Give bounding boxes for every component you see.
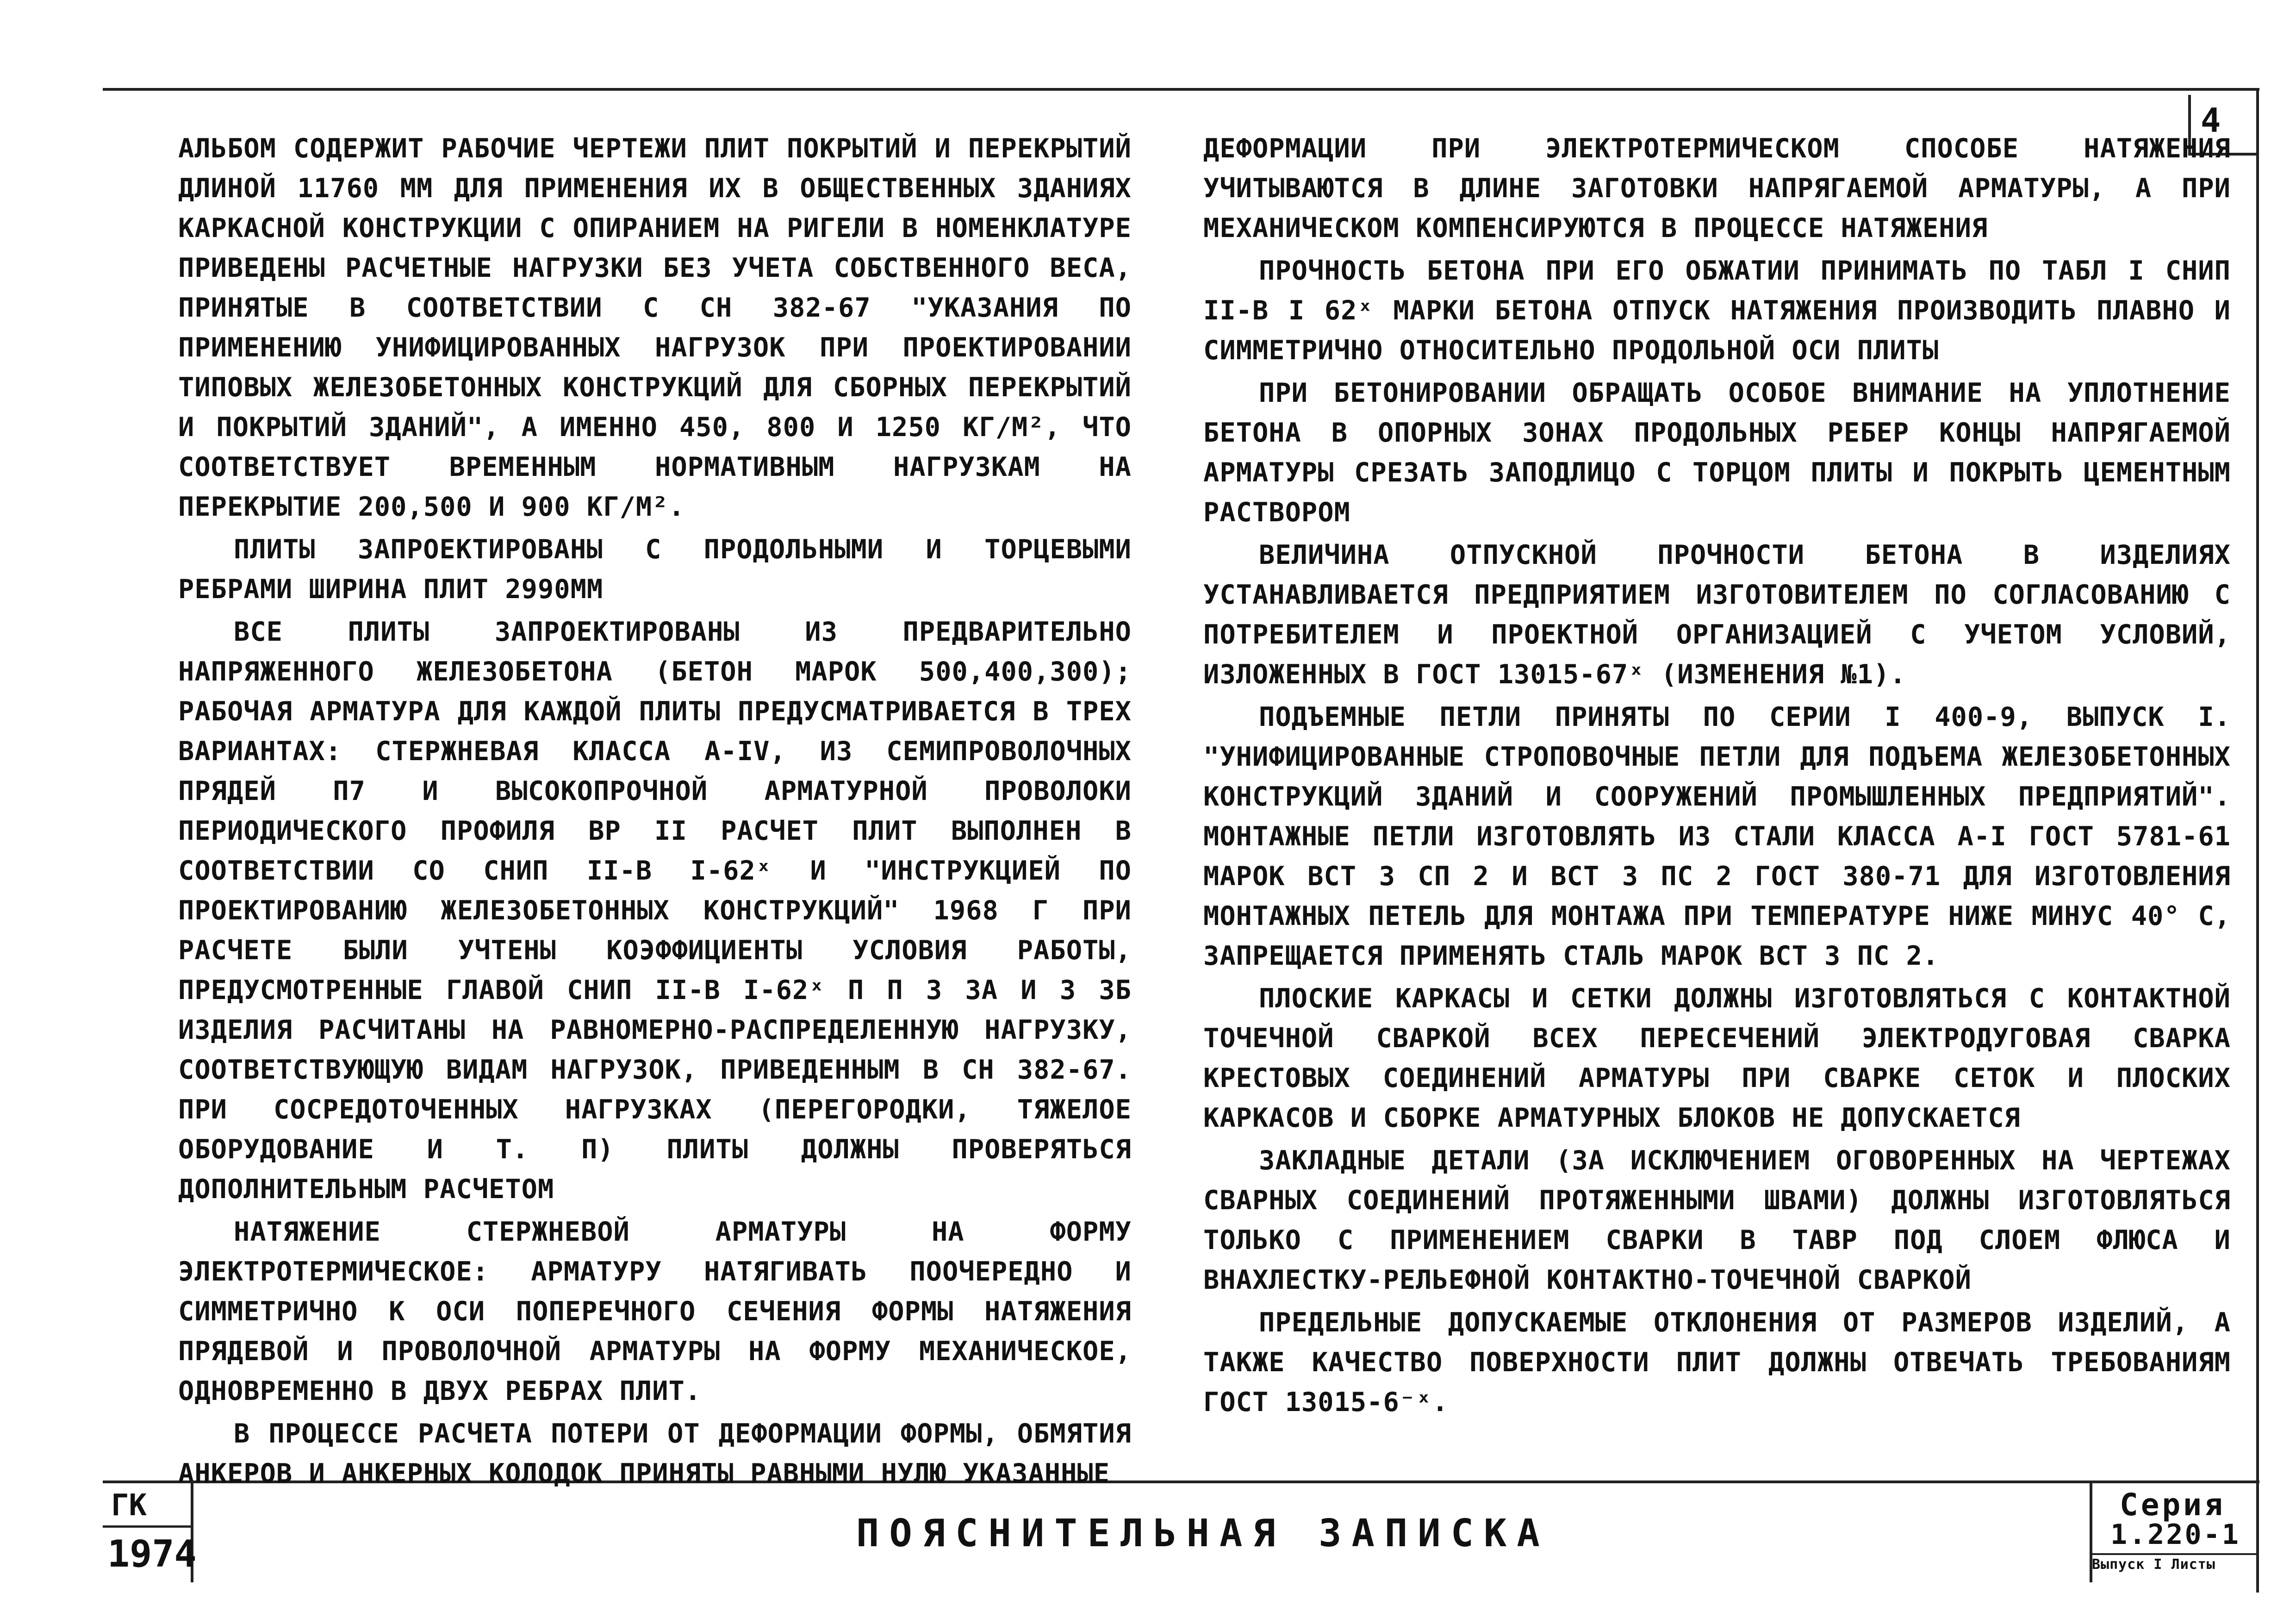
series-divider [2090,1553,2256,1555]
stamp-gk: ГК [111,1488,147,1523]
paragraph: В ПРОЦЕССЕ РАСЧЕТА ПОТЕРИ ОТ ДЕФОРМАЦИИ ФОРМЫ, ОБМЯТИЯ АНКЕРОВ И АНКЕРНЫХ КОЛОДОК ПРИНЯТЫ РАВНЫМИ НУЛЮ УКАЗАННЫЕ [178,1418,1132,1489]
paragraph: ПЛИТЫ ЗАПРОЕКТИРОВАНЫ С ПРОДОЛЬНЫМИ И ТОРЦЕВЫМИ РЕБРАМИ ШИРИНА ПЛИТ 2990ММ [178,534,1132,605]
paragraph: ПРОЧНОСТЬ БЕТОНА ПРИ ЕГО ОБЖАТИИ ПРИНИМАТЬ ПО ТАБЛ I СНИП II-В I 62ˣ МАРКИ БЕТОНА ОТПУСК НАТЯЖЕНИЯ ПРОИЗВОДИТЬ ПЛАВНО И СИММЕТРИЧНО ОТНОСИТЕЛЬНО ПРОДОЛЬНОЙ ОСИ ПЛИТЫ [1203,256,2231,366]
stamp-year: 1974 [107,1532,197,1575]
document-title: ПОЯСНИТЕЛЬНАЯ ЗАПИСКА [856,1512,1550,1555]
paragraph: НАТЯЖЕНИЕ СТЕРЖНЕВОЙ АРМАТУРЫ НА ФОРМУ ЭЛЕКТРОТЕРМИЧЕСКОЕ: АРМАТУРУ НАТЯГИВАТЬ ПООЧЕРЕДНО И СИММЕТРИЧНО К ОСИ ПОПЕРЕЧНОГО СЕЧЕНИЯ ФОРМЫ НАТЯЖЕНИЯ ПРЯДЕВОЙ И ПРОВОЛОЧНОЙ АРМАТУРЫ НА ФОРМУ МЕХАНИЧЕСКОЕ, ОДНОВРЕМЕННО В ДВУХ РЕБРАХ ПЛИТ. [178,1217,1132,1406]
stamp-divider [103,1525,191,1528]
series-number: 1.220-1 [2110,1518,2240,1551]
paragraph: ПРЕДЕЛЬНЫЕ ДОПУСКАЕМЫЕ ОТКЛОНЕНИЯ ОТ РАЗМЕРОВ ИЗДЕЛИЙ, А ТАКЖЕ КАЧЕСТВО ПОВЕРХНОСТИ ПЛИТ ДОЛЖНЫ ОТВЕЧАТЬ ТРЕБОВАНИЯМ ГОСТ 13015-6⁻ˣ. [1203,1307,2231,1418]
paragraph: ВСЕ ПЛИТЫ ЗАПРОЕКТИРОВАНЫ ИЗ ПРЕДВАРИТЕЛЬНО НАПРЯЖЕННОГО ЖЕЛЕЗОБЕТОНА (БЕТОН МАРОК 500,400,300); РАБОЧАЯ АРМАТУРА ДЛЯ КАЖДОЙ ПЛИТЫ ПРЕДУСМАТРИВАЕТСЯ В ТРЕХ ВАРИАНТАХ: СТЕРЖНЕВАЯ КЛАССА А-IV, ИЗ СЕМИПРОВОЛОЧНЫХ ПРЯДЕЙ П7 И ВЫСОКОПРОЧНОЙ АРМАТУРНОЙ ПРОВОЛОКИ ПЕРИОДИЧЕСКОГО ПРОФИЛЯ ВР II РАСЧЕТ ПЛИТ ВЫПОЛНЕН В СООТВЕТСТВИИ СО СНИП II-В I-62ˣ И "ИНСТРУКЦИЕЙ ПО ПРОЕКТИРОВАНИЮ ЖЕЛЕЗОБЕТОННЫХ КОНСТРУКЦИЙ" 1968 Г ПРИ РАСЧЕТЕ БЫЛИ УЧТЕНЫ КОЭФФИЦИЕНТЫ УСЛОВИЯ РАБОТЫ, ПРЕДУСМОТРЕННЫЕ ГЛАВОЙ СНИП II-В I-62ˣ П П 3 3А И 3 3Б ИЗДЕЛИЯ РАСЧИТАНЫ НА РАВНОМЕРНО-РАСПРЕДЕЛЕННУЮ НАГРУЗКУ, СООТВЕТСТВУЮЩУЮ ВИДАМ НАГРУЗОК, ПРИВЕДЕННЫМ В СН 382-67. ПРИ СОСРЕДОТОЧЕННЫХ НАГРУЗКАХ (ПЕРЕГОРОДКИ, ТЯЖЕЛОЕ ОБОРУДОВАНИЕ И Т. П) ПЛИТЫ ДОЛЖНЫ ПРОВЕРЯТЬСЯ ДОПОЛНИТЕЛЬНЫМ РАСЧЕТОМ [178,617,1132,1205]
frame-top-line [103,88,2259,91]
paragraph: АЛЬБОМ СОДЕРЖИТ РАБОЧИЕ ЧЕРТЕЖИ ПЛИТ ПОКРЫТИЙ И ПЕРЕКРЫТИЙ ДЛИНОЙ 11760 ММ ДЛЯ ПРИМЕНЕНИЯ ИХ В ОБЩЕСТВЕННЫХ ЗДАНИЯХ КАРКАСНОЙ КОНСТРУКЦИИ С ОПИРАНИЕМ НА РИГЕЛИ В НОМЕНКЛАТУРЕ ПРИВЕДЕНЫ РАСЧЕТНЫЕ НАГРУЗКИ БЕЗ УЧЕТА СОБСТВЕННОГО ВЕСА, ПРИНЯТЫЕ В СООТВЕТСТВИИ С СН 382-67 "УКАЗАНИЯ ПО ПРИМЕНЕНИЮ УНИФИЦИРОВАННЫХ НАГРУЗОК ПРИ ПРОЕКТИРОВАНИИ ТИПОВЫХ ЖЕЛЕЗОБЕТОННЫХ КОНСТРУКЦИЙ ДЛЯ СБОРНЫХ ПЕРЕКРЫТИЙ И ПОКРЫТИЙ ЗДАНИЙ", А ИМЕННО 450, 800 И 1250 КГ/М², ЧТО СООТВЕТСТВУЕТ ВРЕМЕННЫМ НОРМАТИВНЫМ НАГРУЗКАМ НА ПЕРЕКРЫТИЕ 200,500 И 900 КГ/М². [178,133,1132,522]
page-number: 4 [2201,101,2221,140]
series-subtitle: Выпуск I Листы [2092,1556,2215,1573]
left-column [178,129,1132,1496]
paragraph: ВЕЛИЧИНА ОТПУСКНОЙ ПРОЧНОСТИ БЕТОНА В ИЗДЕЛИЯХ УСТАНАВЛИВАЕТСЯ ПРЕДПРИЯТИЕМ ИЗГОТОВИТЕЛЕМ ПО СОГЛАСОВАНИЮ С ПОТРЕБИТЕЛЕМ И ПРОЕКТНОЙ ОРГАНИЗАЦИЕЙ С УЧЕТОМ УСЛОВИЙ, ИЗЛОЖЕННЫХ В ГОСТ 13015-67ˣ (ИЗМЕНЕНИЯ №1). [1203,540,2231,690]
paragraph: ПОДЪЕМНЫЕ ПЕТЛИ ПРИНЯТЫ ПО СЕРИИ I 400-9, ВЫПУСК I. "УНИФИЦИРОВАННЫЕ СТРОПОВОЧНЫЕ ПЕТЛИ ДЛЯ ПОДЪЕМА ЖЕЛЕЗОБЕТОННЫХ КОНСТРУКЦИЙ ЗДАНИЙ И СООРУЖЕНИЙ ПРОМЫШЛЕННЫХ ПРЕДПРИЯТИЙ". МОНТАЖНЫЕ ПЕТЛИ ИЗГОТОВЛЯТЬ ИЗ СТАЛИ КЛАССА А-I ГОСТ 5781-61 МАРОК ВСТ 3 СП 2 И ВСТ 3 ПС 2 ГОСТ 380-71 ДЛЯ ИЗГОТОВЛЕНИЯ МОНТАЖНЫХ ПЕТЕЛЬ ДЛЯ МОНТАЖА ПРИ ТЕМПЕРАТУРЕ НИЖЕ МИНУС 40° С, ЗАПРЕЩАЕТСЯ ПРИМЕНЯТЬ СТАЛЬ МАРОК ВСТ 3 ПС 2. [1203,702,2231,971]
paragraph: ПРИ БЕТОНИРОВАНИИ ОБРАЩАТЬ ОСОБОЕ ВНИМАНИЕ НА УПЛОТНЕНИЕ БЕТОНА В ОПОРНЫХ ЗОНАХ ПРОДОЛЬНЫХ РЕБЕР КОНЦЫ НАПРЯГАЕМОЙ АРМАТУРЫ СРЕЗАТЬ ЗАПОДЛИЦО С ТОРЦОМ ПЛИТЫ И ПОКРЫТЬ ЦЕМЕНТНЫМ РАСТВОРОМ [1203,378,2231,528]
paragraph: ЗАКЛАДНЫЕ ДЕТАЛИ (ЗА ИСКЛЮЧЕНИЕМ ОГОВОРЕННЫХ НА ЧЕРТЕЖАХ СВАРНЫХ СОЕДИНЕНИЙ ПРОТЯЖЕННЫМИ ШВАМИ) ДОЛЖНЫ ИЗГОТОВЛЯТЬСЯ ТОЛЬКО С ПРИМЕНЕНИЕМ СВАРКИ В ТАВР ПОД СЛОЕМ ФЛЮСА И ВНАХЛЕСТКУ-РЕЛЬЕФНОЙ КОНТАКТНО-ТОЧЕЧНОЙ СВАРКОЙ [1203,1145,2231,1295]
paragraph: ПЛОСКИЕ КАРКАСЫ И СЕТКИ ДОЛЖНЫ ИЗГОТОВЛЯТЬСЯ С КОНТАКТНОЙ ТОЧЕЧНОЙ СВАРКОЙ ВСЕХ ПЕРЕСЕЧЕНИЙ ЭЛЕКТРОДУГОВАЯ СВАРКА КРЕСТОВЫХ СОЕДИНЕНИЙ АРМАТУРЫ ПРИ СВАРКЕ СЕТОК И ПЛОСКИХ КАРКАСОВ И СБОРКЕ АРМАТУРНЫХ БЛОКОВ НЕ ДОПУСКАЕТСЯ [1203,983,2231,1133]
series-label: Серия [2120,1487,2226,1523]
right-column [1203,129,2231,1425]
frame-right-line [2256,88,2259,1593]
paragraph: ДЕФОРМАЦИИ ПРИ ЭЛЕКТРОТЕРМИЧЕСКОМ СПОСОБЕ НАТЯЖЕНИЯ УЧИТЫВАЮТСЯ В ДЛИНЕ ЗАГОТОВКИ НАПРЯГАЕМОЙ АРМАТУРЫ, А ПРИ МЕХАНИЧЕСКОМ КОМПЕНСИРУЮТСЯ В ПРОЦЕССЕ НАТЯЖЕНИЯ [1203,133,2231,244]
